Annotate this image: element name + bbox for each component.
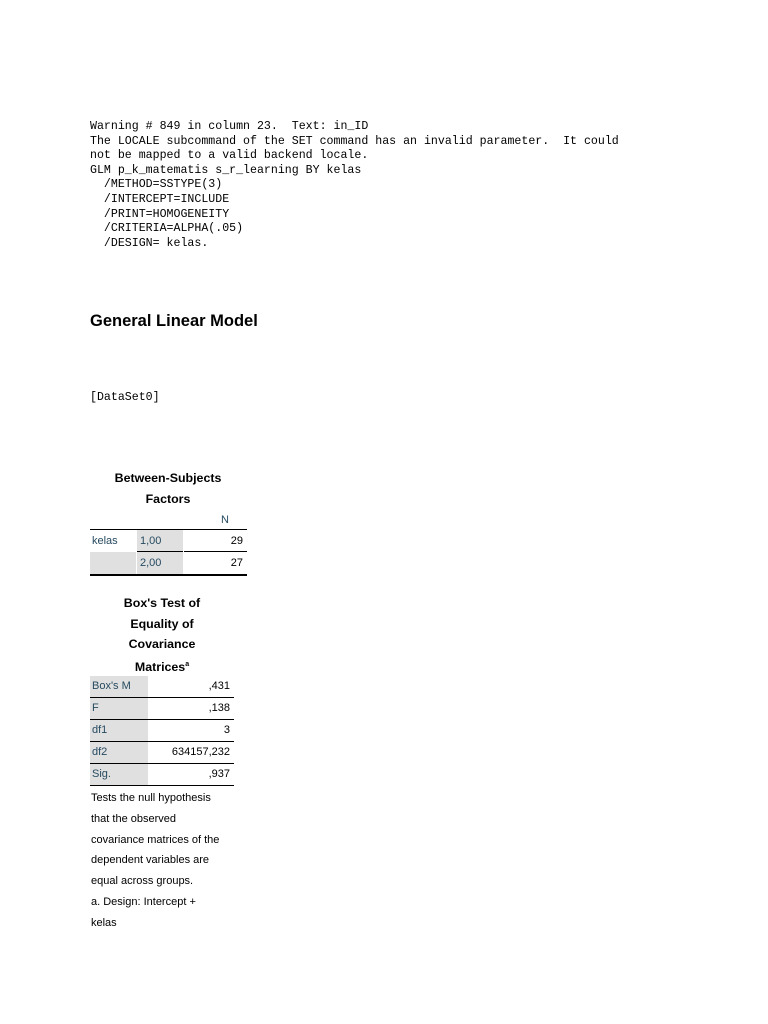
row-value: ,431 bbox=[208, 680, 230, 692]
title-line-with-footnote bbox=[90, 655, 234, 678]
syntax-line: /DESIGN= kelas. bbox=[90, 236, 209, 250]
table-row bbox=[90, 698, 234, 720]
between-subjects-table bbox=[90, 512, 247, 576]
table-row bbox=[90, 764, 234, 786]
row-label: Box's M bbox=[90, 676, 148, 697]
syntax-log bbox=[90, 120, 619, 251]
title-line: Matrices bbox=[134, 659, 186, 674]
footnote-line: dependent variables are bbox=[91, 854, 210, 867]
footnote-marker: a bbox=[185, 660, 190, 668]
count-value: 27 bbox=[230, 557, 243, 569]
level-label: 2,00 bbox=[137, 552, 183, 574]
row-label: Sig. bbox=[90, 764, 148, 785]
table-row bbox=[90, 552, 247, 576]
syntax-line: /INTERCEPT=INCLUDE bbox=[90, 192, 230, 206]
syntax-line: /METHOD=SSTYPE(3) bbox=[90, 178, 223, 192]
syntax-line: GLM p_k_matematis s_r_learning BY kelas bbox=[90, 163, 362, 177]
box-test-footnotes bbox=[91, 788, 241, 934]
row-value: 634157,232 bbox=[171, 746, 230, 758]
row-value: ,937 bbox=[208, 768, 230, 780]
footnote-line: equal across groups. bbox=[91, 875, 194, 888]
table-header bbox=[90, 512, 247, 530]
title-line: Factors bbox=[145, 491, 191, 506]
between-subjects-title bbox=[90, 468, 246, 509]
row-label: df2 bbox=[90, 742, 148, 763]
section-title: General Linear Model bbox=[90, 312, 258, 330]
syntax-line: The LOCALE subcommand of the SET command has an invalid parameter. It could bbox=[90, 134, 619, 148]
title-line: Covariance bbox=[128, 637, 196, 651]
box-test-title bbox=[90, 593, 234, 677]
row-value: 3 bbox=[223, 724, 230, 736]
factor-label: kelas bbox=[92, 535, 118, 547]
footnote-line: that the observed bbox=[91, 812, 177, 825]
column-header-n: N bbox=[221, 514, 229, 526]
count-value: 29 bbox=[184, 530, 247, 552]
syntax-line: Warning # 849 in column 23. Text: in_ID bbox=[90, 120, 369, 133]
level-label: 1,00 bbox=[137, 530, 183, 552]
title-line: Equality of bbox=[130, 616, 194, 631]
row-label: df1 bbox=[90, 720, 148, 741]
table-row bbox=[90, 676, 234, 698]
box-test-table bbox=[90, 676, 234, 786]
row-value: ,138 bbox=[208, 702, 230, 714]
table-row bbox=[90, 742, 234, 764]
syntax-line: /PRINT=HOMOGENEITY bbox=[90, 207, 230, 221]
footnote-line: Tests the null hypothesis bbox=[91, 792, 211, 804]
title-line: Between-Subjects bbox=[114, 471, 222, 485]
row-label: F bbox=[90, 698, 148, 719]
syntax-line: not be mapped to a valid backend locale. bbox=[90, 149, 369, 163]
footnote-line: covariance matrices of the bbox=[91, 833, 220, 846]
footnote-line: a. Design: Intercept + bbox=[91, 895, 196, 908]
table-row bbox=[90, 530, 247, 552]
factor-label-empty bbox=[90, 552, 136, 574]
dataset-label: [DataSet0] bbox=[90, 391, 160, 404]
title-line: Box's Test of bbox=[123, 596, 201, 610]
table-row bbox=[90, 720, 234, 742]
syntax-line: /CRITERIA=ALPHA(.05) bbox=[90, 222, 244, 236]
footnote-line: kelas bbox=[91, 916, 117, 929]
